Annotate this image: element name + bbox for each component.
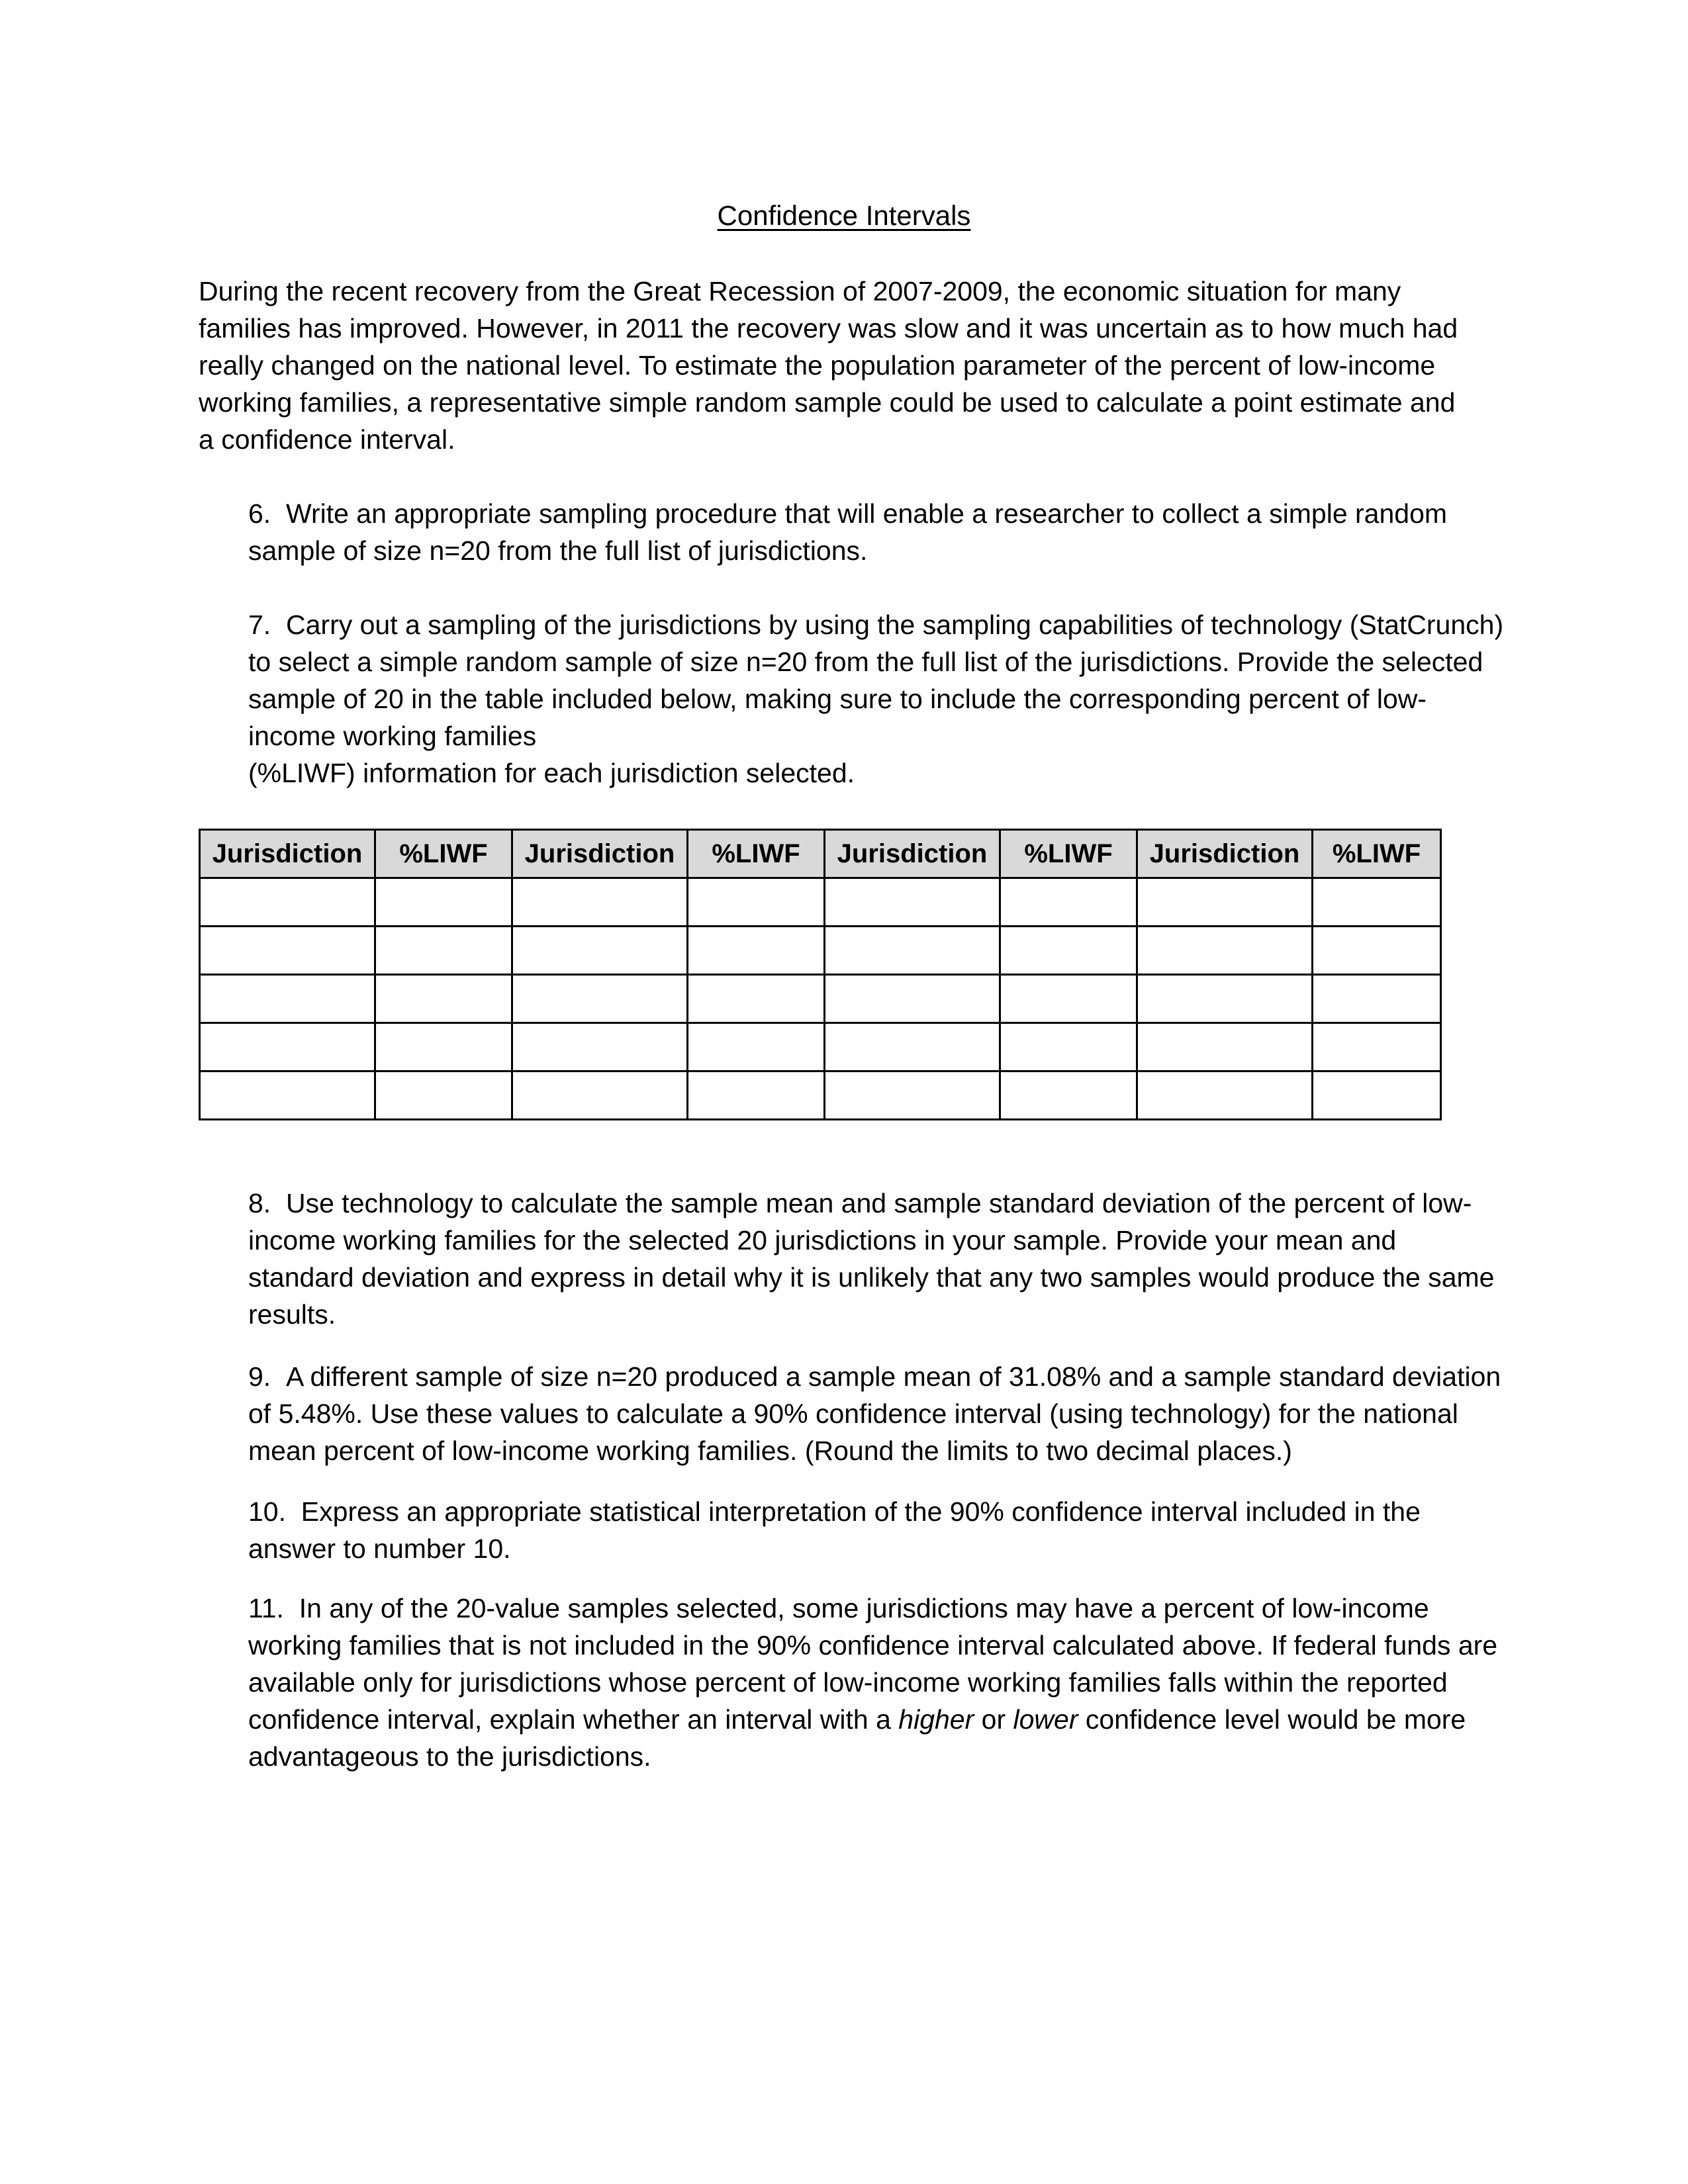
question-8 xyxy=(248,1185,1506,1333)
table-row xyxy=(200,975,1441,1023)
jurisdiction-cell[interactable] xyxy=(1137,1071,1313,1120)
liwf-input[interactable] xyxy=(1001,1024,1136,1070)
jurisdiction-input[interactable] xyxy=(825,976,999,1022)
question-text-part: In any of the 20-value samples selected, some jurisdictions may have a percent of low-income working families that is not included in the 90% confidence interval calculated above. If federal funds are available only for jurisdictions whose percent of low-income working families falls within the reported confidence interval, explain whether an interval with a xyxy=(248,1593,1498,1735)
question-text: A different sample of size n=20 produced a sample mean of 31.08% and a sample standard deviation of 5.48%. Use these values to calculate a 90% confidence interval (using technology) for the national mean percent of low-income working families. (Round the limits to two decimal places.) xyxy=(248,1361,1501,1466)
liwf-cell[interactable] xyxy=(688,1071,825,1120)
jurisdiction-input[interactable] xyxy=(513,976,686,1022)
liwf-cell[interactable] xyxy=(375,927,512,975)
liwf-input[interactable] xyxy=(1313,1024,1440,1070)
question-text: Write an appropriate sampling procedure that will enable a researcher to collect a simple random sample of size n=20 from the full list of jurisdictions. xyxy=(248,498,1448,566)
jurisdiction-cell[interactable] xyxy=(200,975,375,1023)
liwf-cell[interactable] xyxy=(1313,927,1441,975)
jurisdiction-input[interactable] xyxy=(825,1072,999,1118)
liwf-input[interactable] xyxy=(376,927,511,974)
question-number: 6. xyxy=(248,498,271,529)
question-number: 11. xyxy=(248,1593,284,1623)
jurisdiction-input[interactable] xyxy=(825,927,999,974)
liwf-input[interactable] xyxy=(1313,1072,1440,1118)
liwf-cell[interactable] xyxy=(1313,878,1441,927)
question-10 xyxy=(248,1493,1506,1567)
liwf-cell[interactable] xyxy=(1313,975,1441,1023)
liwf-cell[interactable] xyxy=(1000,975,1137,1023)
liwf-input[interactable] xyxy=(688,927,823,974)
jurisdiction-cell[interactable] xyxy=(825,1023,1000,1071)
jurisdiction-input[interactable] xyxy=(201,927,374,974)
liwf-input[interactable] xyxy=(376,976,511,1022)
jurisdiction-cell[interactable] xyxy=(825,975,1000,1023)
jurisdiction-cell[interactable] xyxy=(1137,1023,1313,1071)
liwf-cell[interactable] xyxy=(688,975,825,1023)
column-header-jurisdiction: Jurisdiction xyxy=(200,830,375,878)
jurisdiction-input[interactable] xyxy=(513,1072,686,1118)
sample-table xyxy=(199,829,1442,1120)
table-header-row xyxy=(200,830,1441,878)
liwf-input[interactable] xyxy=(1001,879,1136,925)
liwf-cell[interactable] xyxy=(1000,1023,1137,1071)
liwf-input[interactable] xyxy=(376,1024,511,1070)
liwf-cell[interactable] xyxy=(1000,1071,1137,1120)
jurisdiction-cell[interactable] xyxy=(825,927,1000,975)
liwf-input[interactable] xyxy=(1313,879,1440,925)
question-6 xyxy=(248,495,1506,569)
liwf-input[interactable] xyxy=(1313,976,1440,1022)
liwf-cell[interactable] xyxy=(375,1023,512,1071)
jurisdiction-cell[interactable] xyxy=(200,927,375,975)
question-text: Carry out a sampling of the jurisdictions by using the sampling capabilities of technology (StatCrunch) to select a simple random sample of size n=20 from the full list of the jurisdictions. Provide the selected sample of 20 in the table included below, making sure to include the corresponding percent of low-income working families xyxy=(248,610,1504,751)
liwf-cell[interactable] xyxy=(688,927,825,975)
jurisdiction-cell[interactable] xyxy=(1137,878,1313,927)
question-11 xyxy=(248,1590,1506,1775)
jurisdiction-input[interactable] xyxy=(825,879,999,925)
jurisdiction-cell[interactable] xyxy=(512,975,688,1023)
jurisdiction-input[interactable] xyxy=(1138,976,1311,1022)
page-title: Confidence Intervals xyxy=(717,200,971,231)
liwf-input[interactable] xyxy=(1001,976,1136,1022)
jurisdiction-cell[interactable] xyxy=(825,1071,1000,1120)
emphasis-higher: higher xyxy=(898,1704,974,1735)
jurisdiction-cell[interactable] xyxy=(1137,927,1313,975)
question-number: 8. xyxy=(248,1188,271,1218)
column-header-liwf: %LIWF xyxy=(1313,830,1441,878)
liwf-input[interactable] xyxy=(688,879,823,925)
emphasis-lower: lower xyxy=(1013,1704,1078,1735)
liwf-input[interactable] xyxy=(688,976,823,1022)
table-row xyxy=(200,1023,1441,1071)
jurisdiction-input[interactable] xyxy=(1138,1072,1311,1118)
jurisdiction-input[interactable] xyxy=(201,1024,374,1070)
jurisdiction-input[interactable] xyxy=(201,1072,374,1118)
jurisdiction-cell[interactable] xyxy=(825,878,1000,927)
liwf-input[interactable] xyxy=(376,1072,511,1118)
jurisdiction-cell[interactable] xyxy=(200,878,375,927)
table-row xyxy=(200,878,1441,927)
liwf-input[interactable] xyxy=(688,1024,823,1070)
liwf-input[interactable] xyxy=(376,879,511,925)
jurisdiction-input[interactable] xyxy=(1138,1024,1311,1070)
liwf-input[interactable] xyxy=(1313,927,1440,974)
intro-paragraph: During the recent recovery from the Great Recession of 2007-2009, the economic situation for many families has improved. However, in 2011 the recovery was slow and it was uncertain as to how much had really changed on the national level. To estimate the population parameter of the percent of low-income working families, a representative simple random sample could be used to calculate a point estimate and a confidence interval. xyxy=(199,276,1458,455)
jurisdiction-cell[interactable] xyxy=(200,1071,375,1120)
question-number: 9. xyxy=(248,1361,271,1392)
jurisdiction-input[interactable] xyxy=(825,1024,999,1070)
question-text xyxy=(248,1593,1497,1772)
jurisdiction-input[interactable] xyxy=(201,879,374,925)
liwf-cell[interactable] xyxy=(1313,1023,1441,1071)
liwf-cell[interactable] xyxy=(688,1023,825,1071)
jurisdiction-input[interactable] xyxy=(1138,879,1311,925)
liwf-cell[interactable] xyxy=(375,1071,512,1120)
question-text-continued: (%LIWF) information for each jurisdiction selected. xyxy=(248,758,855,788)
liwf-input[interactable] xyxy=(1001,927,1136,974)
question-text-part: confidence level would be more advantageous to the jurisdictions. xyxy=(248,1704,1466,1772)
question-9 xyxy=(248,1358,1506,1469)
column-header-jurisdiction: Jurisdiction xyxy=(825,830,1000,878)
jurisdiction-cell[interactable] xyxy=(512,878,688,927)
jurisdiction-input[interactable] xyxy=(201,976,374,1022)
jurisdiction-input[interactable] xyxy=(513,1024,686,1070)
liwf-cell[interactable] xyxy=(1313,1071,1441,1120)
jurisdiction-cell[interactable] xyxy=(1137,975,1313,1023)
jurisdiction-cell[interactable] xyxy=(512,1071,688,1120)
liwf-cell[interactable] xyxy=(1000,927,1137,975)
jurisdiction-input[interactable] xyxy=(513,879,686,925)
jurisdiction-cell[interactable] xyxy=(512,1023,688,1071)
column-header-jurisdiction: Jurisdiction xyxy=(1137,830,1313,878)
liwf-cell[interactable] xyxy=(375,975,512,1023)
column-header-jurisdiction: Jurisdiction xyxy=(512,830,688,878)
table-row xyxy=(200,927,1441,975)
column-header-liwf: %LIWF xyxy=(688,830,825,878)
question-text: Express an appropriate statistical interpretation of the 90% confidence interval included in the answer to number 10. xyxy=(248,1496,1421,1564)
liwf-input[interactable] xyxy=(1001,1072,1136,1118)
table-row xyxy=(200,1071,1441,1120)
liwf-input[interactable] xyxy=(688,1072,823,1118)
liwf-cell[interactable] xyxy=(688,878,825,927)
question-number: 7. xyxy=(248,610,271,640)
question-text: Use technology to calculate the sample mean and sample standard deviation of the percent of low-income working families for the selected 20 jurisdictions in your sample. Provide your mean and standard deviation and express in detail why it is unlikely that any two samples would produce the same results. xyxy=(248,1188,1495,1330)
jurisdiction-input[interactable] xyxy=(513,927,686,974)
liwf-cell[interactable] xyxy=(375,878,512,927)
question-number: 10. xyxy=(248,1496,286,1527)
column-header-liwf: %LIWF xyxy=(1000,830,1137,878)
jurisdiction-cell[interactable] xyxy=(200,1023,375,1071)
liwf-cell[interactable] xyxy=(1000,878,1137,927)
column-header-liwf: %LIWF xyxy=(375,830,512,878)
jurisdiction-input[interactable] xyxy=(1138,927,1311,974)
question-7 xyxy=(248,606,1506,792)
question-text-part: or xyxy=(974,1704,1013,1735)
jurisdiction-cell[interactable] xyxy=(512,927,688,975)
